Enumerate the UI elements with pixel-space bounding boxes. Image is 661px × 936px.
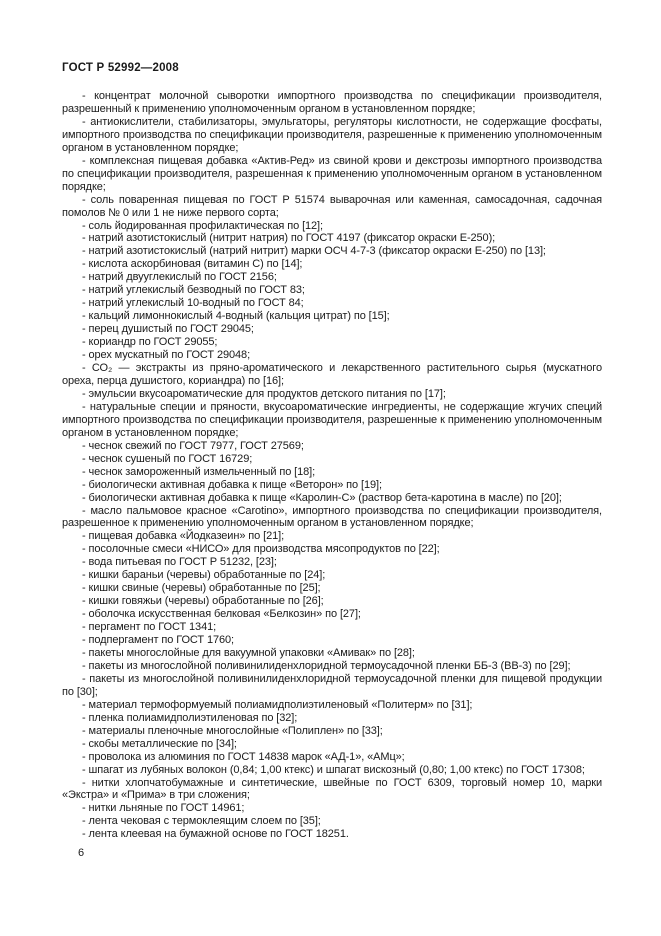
list-item: - СО₂ — экстракты из пряно-ароматического и лекарственного растительного сырья (мускатного ореха, перца душистого, кориандра) по [16]; — [62, 362, 602, 387]
list-item: - пищевая добавка «Йодказеин» по [21]; — [82, 530, 285, 543]
list-item: - проволока из алюминия по ГОСТ 14838 марок «АД-1», «АМц»; — [82, 750, 405, 763]
list-item: - орех мускатный по ГОСТ 29048; — [82, 349, 251, 362]
list-item: - нитки льняные по ГОСТ 14961; — [82, 802, 245, 815]
running-header: ГОСТ Р 52992—2008 — [62, 62, 179, 74]
list-item: - комплексная пищевая добавка «Актив-Ред» из свиной крови и декстрозы импортного производства по спецификации производителя, разрешенная к применению уполномоченным органом в установленном порядке; — [62, 154, 602, 193]
paragraph-list — [62, 90, 602, 841]
list-item: - натрий азотистокислый (натрий нитрит) марки ОСЧ 4-7-3 (фиксатор окраски Е-250) по [13]; — [82, 245, 546, 258]
list-item: - подпергамент по ГОСТ 1760; — [82, 634, 235, 647]
list-item: - концентрат молочной сыворотки импортного производства по спецификации производителя, разрешенный к применению уполномоченным органом в установленном порядке; — [62, 90, 602, 115]
list-item: - скобы металлические по [34]; — [82, 737, 237, 750]
list-item: - эмульсии вкусоароматические для продуктов детского питания по [17]; — [82, 387, 446, 400]
list-item: - кислота аскорбиновая (витамин С) по [14]; — [82, 258, 303, 271]
list-item: - кишки бараньи (черевы) обработанные по [24]; — [82, 569, 326, 582]
list-item: - антиокислители, стабилизаторы, эмульгаторы, регуляторы кислотности, не содержащие фосфаты, импортного производства по спецификации производителя, разрешенные к применению уполномоченным органом в установленном порядке; — [62, 115, 602, 154]
list-item: - кишки свиные (черевы) обработанные по [25]; — [82, 582, 321, 595]
list-item: - соль йодированная профилактическая по [12]; — [82, 219, 323, 232]
list-item: - биологически активная добавка к пище «Каролин-С» (раствор бета-каротина в масле) по [20]; — [82, 491, 562, 504]
list-item: - чеснок замороженный измельченный по [18]; — [82, 465, 316, 478]
list-item: - масло пальмовое красное «Carotino», импортного производства по спецификации производителя, разрешенное к применению уполномоченным органом в установленном порядке; — [62, 504, 602, 530]
list-item: - пергамент по ГОСТ 1341; — [82, 621, 217, 634]
list-item: - кориандр по ГОСТ 29055; — [82, 336, 218, 349]
list-item: - нитки хлопчатобумажные и синтетические, швейные по ГОСТ 6309, торговый номер 10, марки «Экстра» и «Прима» в три сложения; — [62, 776, 602, 802]
list-item: - пленка полиамидполиэтиленовая по [32]; — [82, 711, 298, 724]
list-item: - пакеты из многослойной поливинилиденхлоридной термоусадочной пленки ББ-3 (ВВ-3) по [29]; — [82, 659, 571, 672]
list-item: - пакеты из многослойной поливинилиденхлоридной термоусадочной пленки для пищевой продукции по [30]; — [62, 672, 602, 698]
page-number: 6 — [78, 847, 85, 859]
list-item: - лента чековая с термоклеящим слоем по [35]; — [82, 815, 321, 828]
list-item: - лента клеевая на бумажной основе по ГОСТ 18251. — [82, 828, 349, 841]
list-item: - материал термоформуемый полиамидполиэтиленовый «Политерм» по [31]; — [82, 698, 473, 711]
list-item: - чеснок свежий по ГОСТ 7977, ГОСТ 27569; — [82, 439, 304, 452]
list-item: - вода питьевая по ГОСТ Р 51232, [23]; — [82, 556, 277, 569]
list-item: - соль поваренная пищевая по ГОСТ Р 51574 выварочная или каменная, самосадочная, садочная помолов № 0 или 1 не ниже первого сорта; — [62, 193, 602, 219]
list-item: - кальций лимоннокислый 4-водный (кальция цитрат) по [15]; — [82, 310, 390, 323]
list-item: - кишки говяжьи (черевы) обработанные по [26]; — [82, 595, 324, 608]
list-item: - материалы пленочные многослойные «Полиплен» по [33]; — [82, 724, 383, 737]
list-item: - натрий углекислый безводный по ГОСТ 83; — [82, 284, 305, 297]
list-item: - чеснок сушеный по ГОСТ 16729; — [82, 452, 253, 465]
list-item: - биологически активная добавка к пище «Веторон» по [19]; — [82, 478, 382, 491]
list-item: - натрий углекислый 10-водный по ГОСТ 84; — [82, 297, 304, 310]
list-item: - посолочные смеси «НИСО» для производства мясопродуктов по [22]; — [82, 543, 440, 556]
list-item: - шпагат из лубяных волокон (0,84; 1,00 ктекс) и шпагат вискозный (0,80; 1,00 ктекс) по ГОСТ 17308; — [82, 763, 585, 776]
list-item: - натрий азотистокислый (нитрит натрия) по ГОСТ 4197 (фиксатор окраски Е-250); — [82, 232, 496, 245]
list-item: - оболочка искусственная белковая «Белкозин» по [27]; — [82, 608, 361, 621]
list-item: - натуральные специи и пряности, вкусоароматические ингредиенты, не содержащие жгучих специй импортного производства по спецификации производителя, разрешенные к применению уполномоченным органом в установленном порядке; — [62, 400, 602, 439]
list-item: - перец душистый по ГОСТ 29045; — [82, 323, 254, 336]
list-item: - пакеты многослойные для вакуумной упаковки «Амивак» по [28]; — [82, 646, 415, 659]
list-item: - натрий двууглекислый по ГОСТ 2156; — [82, 271, 277, 284]
